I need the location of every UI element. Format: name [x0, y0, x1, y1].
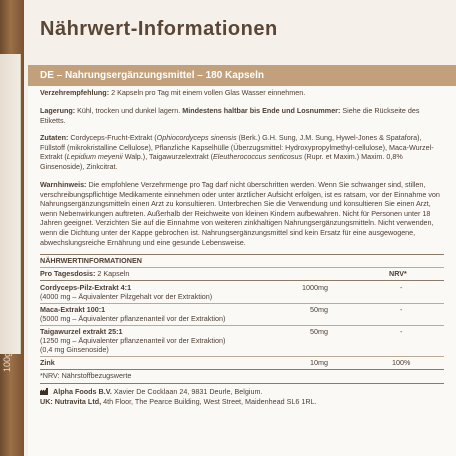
ingredients-label: Zutaten: — [40, 133, 69, 142]
row-sub-2: (0,4 mg Ginsenoside) — [40, 345, 109, 354]
row-amount: 10mg — [310, 358, 328, 367]
address-line-2 — [40, 397, 317, 406]
ingredients-latin-2: Lepidium meyenii — [66, 152, 123, 162]
row-sub: (4000 mg – Äquivalenter Pilzgehalt vor der Extraktion) — [40, 292, 213, 301]
usage-label: Verzehrempfehlung: — [40, 88, 110, 97]
row-name: Taigawurzel extrakt 25:1 — [40, 327, 123, 336]
row-nrv: - — [400, 327, 403, 336]
usage-paragraph — [40, 88, 446, 98]
row-divider — [40, 303, 444, 304]
address-uk-street: 4th Floor, The Pearce Building, West Street, Maidenhead SL6 1RL. — [103, 397, 317, 406]
warning-paragraph — [40, 180, 446, 247]
ingredients-text-2: (Berk.) G.H. Sung, J.M. Sung, Hywel-Jones & Spatafora), Füllstoff (mikrokristalline Cellulose), Pflanzliche Kapselhülle (Überzugsmittel: Hydroxypropylmethyl-cellulose), Maca-Wurzel-Extrakt ( — [40, 133, 434, 162]
storage-paragraph — [40, 106, 446, 125]
table-header-nrv: NRV* — [389, 269, 407, 278]
row-amount: 50mg — [310, 327, 328, 336]
table-header-rule — [40, 280, 444, 281]
ingredients-latin-1: Ophiocordyceps sinensis — [156, 133, 237, 142]
product-banner: DE – Nahrungsergänzungsmittel – 180 Kapseln — [28, 65, 456, 86]
ingredients-paragraph — [40, 133, 446, 171]
row-divider — [40, 325, 444, 326]
address-company: Alpha Foods B.V. — [53, 387, 112, 396]
row-sub: (5000 mg – Äquivalenter pflanzenanteil vor der Extraktion) — [40, 314, 226, 323]
address-line-1 — [40, 387, 262, 396]
row-sub: (1250 mg – Äquivalenter pflanzenanteil vor der Extraktion) — [40, 336, 226, 345]
warning-text: Die empfohlene Verzehrmenge pro Tag darf nicht überschritten werden. Wenn Sie schwanger sind, stillen, verschreibungspflichtige Medikamente einnehmen oder unter ärztlicher Aufsicht erfolgen, ist es ratsam, vor der Einnahme von Nahrungsergänzungsmitteln einen Arzt zu konsultieren. Unterbrechen Sie die Verwendung und konsultieren Sie einen Arzt, wenn Nebenwirkungen auftreten. Außerhalb der Reichweite von kleinen Kindern aufbewahren. Nicht für Personen unter 18 Jahren geeignet. Verzichten Sie auf die Einnahme von weiteren zinkhaltigen Nahrungsergänzungsmitteln. Nicht verwenden, wenn die Dichtung unter der Kappe gebrochen ist. Nahrungsergänzungsmittel sind kein Ersatz für eine ausgewogene, abwechslungsreiche Ernährung und eine gesunde Lebensweise. — [40, 180, 440, 247]
page-title: Nährwert-Informationen — [40, 18, 278, 40]
storage-text: Kühl, trocken und dunkel lagern. — [77, 106, 181, 115]
table-bottom-rule — [40, 369, 444, 370]
address-rule — [40, 383, 444, 384]
row-name: Cordyceps-Pilz-Extrakt 4:1 — [40, 283, 132, 292]
factory-icon — [40, 388, 49, 395]
address-street: Xavier De Cocklaan 24, 9831 Deurle, Belgium. — [113, 387, 263, 396]
table-footnote: *NRV: Nährstoffbezugswerte — [40, 371, 132, 380]
row-amount: 1000mg — [302, 283, 328, 292]
storage-label: Lagerung: — [40, 106, 76, 115]
row-name: Zink — [40, 358, 55, 367]
header-dose-label: Pro Tagesdosis: — [40, 269, 96, 278]
ingredients-text-1: Cordyceps-Frucht-Extrakt ( — [70, 133, 157, 142]
storage-tail: Siehe die Rückseite des Etiketts. — [40, 106, 420, 125]
ingredients-latin-3: Eleutherococcus senticosus — [212, 152, 303, 162]
ingredients-text-3: Walp.), Taigawurzelextrakt ( — [122, 152, 213, 162]
usage-text: 2 Kapseln pro Tag mit einem vollen Glas Wasser einnehmen. — [111, 88, 306, 97]
table-title: NÄHRWERTINFORMATIONEN — [40, 256, 142, 265]
row-divider — [40, 356, 444, 357]
address-uk-company: UK: Nutravita Ltd, — [40, 397, 102, 406]
table-title-rule — [40, 267, 444, 268]
row-nrv: 100% — [392, 358, 411, 367]
row-name: Maca-Extrakt 100:1 — [40, 305, 106, 314]
table-top-rule — [40, 254, 444, 255]
header-dose-value: 2 Kapseln — [97, 269, 130, 278]
ingredients-text-4: (Rupr. et Maxim.) Maxim. 0,8% Ginsenoside), Zinkcitrat. — [40, 152, 403, 171]
row-amount: 50mg — [310, 305, 328, 314]
row-nrv: - — [400, 283, 403, 292]
storage-bold: Mindestens haltbar bis Ende und Losnummer: — [182, 106, 341, 115]
bottle-weight-text: 100g — [2, 351, 12, 372]
row-nrv: - — [400, 305, 403, 314]
table-header-dose — [40, 269, 129, 278]
warning-label: Warnhinweis: — [40, 180, 87, 189]
bottle-label — [0, 54, 21, 354]
